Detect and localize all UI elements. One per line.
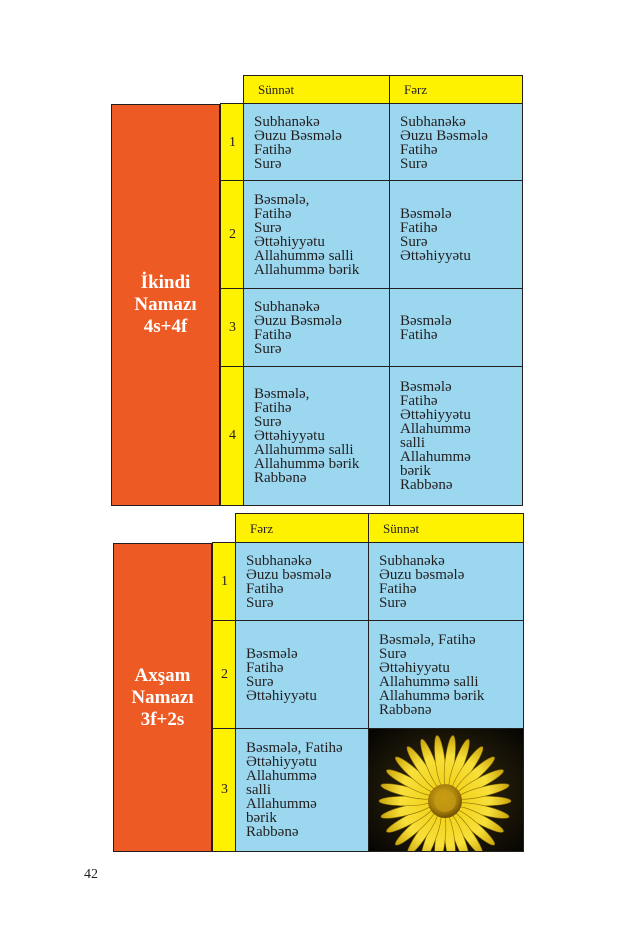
table2-r2-c2-l6: Rabbənə — [379, 702, 432, 718]
table2-row-3-number-label: 3 — [221, 782, 228, 797]
table2-r1-c2-l2: Əuzu bəsmələ — [379, 567, 465, 583]
table2-r1-c2-l1: Subhanəkə — [379, 553, 445, 569]
table2-r3-c1-l1: Bəsmələ, Fatihə — [246, 740, 343, 756]
table1-r4-c1-l6: Allahummə bərik — [254, 456, 360, 472]
table1-row-3-number — [220, 288, 245, 368]
table1-r2-c1-l4: Əttəhiyyətu — [254, 234, 325, 250]
table1-r4-c1-l3: Surə — [254, 414, 282, 430]
table1-row-2-ferz-cell — [389, 180, 523, 290]
table1-row-2-number-label: 2 — [229, 227, 236, 242]
table1-r2-c2-l2: Fatihə — [400, 220, 438, 236]
table2-row-1-number — [212, 542, 237, 622]
table1-r4-c1-l4: Əttəhiyyətu — [254, 428, 325, 444]
table1-r3-c2-l2: Fatihə — [400, 327, 438, 343]
table1-row-1-ferz-cell — [389, 103, 523, 182]
table1-row-4-ferz-cell — [389, 366, 523, 506]
table2-r2-c1-l3: Surə — [246, 674, 274, 690]
table2-r1-c1-l2: Əuzu bəsmələ — [246, 567, 332, 583]
table1-r2-c2-l1: Bəsmələ — [400, 206, 452, 222]
table1-r4-c2-l3: Əttəhiyyətu — [400, 407, 471, 423]
table2-row-3-flower-cell — [368, 728, 524, 852]
table1-r2-c1-l1: Bəsmələ, — [254, 192, 310, 208]
table1-r4-c1-l2: Fatihə — [254, 400, 292, 416]
table2-title-line-3: 3f+2s — [140, 708, 185, 730]
table1-title-line-1: İkindi — [140, 272, 191, 293]
table1-r4-c1-l5: Allahummə salli — [254, 442, 354, 458]
table1-header-sunnet-label: Sünnət — [258, 82, 295, 97]
table1-r4-c2-l7: bərik — [400, 463, 431, 479]
table1-r1-c2-l3: Fatihə — [400, 141, 438, 158]
table2-r2-c2-l3: Əttəhiyyətu — [379, 660, 450, 676]
table2-r2-c2-l5: Allahummə bərik — [379, 688, 485, 704]
table1-row-4-number — [220, 366, 245, 506]
table1-r1-c1-l3: Fatihə — [254, 141, 292, 158]
table1-row-2-number — [220, 180, 245, 290]
table2-r2-c1-l4: Əttəhiyyətu — [246, 688, 317, 704]
table1-title-block — [111, 104, 220, 506]
table1-r1-c2-l2: Əuzu Bəsmələ — [400, 127, 488, 144]
table1-row-3-ferz-cell — [389, 288, 523, 368]
table1-r2-c1-l6: Allahummə bərik — [254, 262, 360, 278]
table1-r4-c1-l1: Bəsmələ, — [254, 386, 310, 402]
table1-r4-c2-l2: Fatihə — [400, 393, 438, 409]
table1-r2-c1-l2: Fatihə — [254, 206, 292, 222]
table1-header-ferz-label: Fərz — [404, 82, 428, 97]
table2-r3-c1-l6: bərik — [246, 810, 277, 826]
table1-r4-c2-l1: Bəsmələ — [400, 379, 452, 395]
table2-r2-c2-l4: Allahummə salli — [379, 674, 479, 690]
table2-title-line-1: Axşam — [134, 664, 191, 686]
table1-r1-c2-l4: Surə — [400, 155, 428, 172]
table1-r3-c1-l2: Əuzu Bəsmələ — [254, 313, 342, 329]
yellow-flower-icon — [369, 729, 524, 852]
table1-r2-c1-l3: Surə — [254, 220, 282, 236]
table2-row-3-number — [212, 728, 237, 852]
table1-r4-c2-l4: Allahummə — [400, 421, 471, 437]
table1-r2-c1-l5: Allahummə salli — [254, 248, 354, 264]
table1-r3-c1-l3: Fatihə — [254, 327, 292, 343]
table2-header-ferz-label: Fərz — [250, 520, 274, 536]
table2-r1-c2-l4: Surə — [379, 595, 407, 611]
table2-r1-c1-l4: Surə — [246, 595, 274, 611]
table1-row-3-number-label: 3 — [229, 320, 236, 335]
table2-r3-c1-l2: Əttəhiyyətu — [246, 754, 317, 770]
table1-r4-c1-l7: Rabbənə — [254, 470, 307, 486]
table1-r3-c1-l1: Subhanəkə — [254, 299, 320, 315]
table1-r2-c2-l3: Surə — [400, 234, 428, 250]
table2-r1-c1-l3: Fatihə — [246, 581, 284, 597]
table1-r3-c2-l1: Bəsmələ — [400, 313, 452, 329]
table1-r1-c1-l1: Subhanəkə — [254, 113, 320, 130]
table2-r2-c2-l1: Bəsmələ, Fatihə — [379, 632, 476, 648]
table1-title-line-2: Namazı — [134, 294, 197, 315]
table2-title-line-2: Namazı — [131, 686, 194, 708]
table1-r1-c1-l2: Əuzu Bəsmələ — [254, 127, 342, 144]
table2-row-1-ferz-cell — [235, 542, 370, 622]
table2-r2-c1-l1: Bəsmələ — [246, 646, 298, 662]
table1-row-4-number-label: 4 — [229, 428, 236, 443]
table1-row-1-sunnet-cell — [243, 103, 391, 182]
table1-row-4-sunnet-cell — [243, 366, 391, 506]
table2-r3-c1-l4: salli — [246, 782, 271, 798]
table2-r2-c2-l2: Surə — [379, 646, 407, 662]
table2-row-2-sunnet-cell — [368, 620, 524, 730]
table2-row-3-ferz-cell — [235, 728, 370, 852]
table1-r1-c2-l1: Subhanəkə — [400, 113, 466, 130]
table1-r3-c1-l4: Surə — [254, 341, 282, 357]
table1-r2-c2-l4: Əttəhiyyətu — [400, 248, 471, 264]
table2-r1-c1-l1: Subhanəkə — [246, 553, 312, 569]
table1-r4-c2-l6: Allahummə — [400, 449, 471, 465]
table2-row-2-number-label: 2 — [221, 667, 228, 682]
table2-row-2-ferz-cell — [235, 620, 370, 730]
table2-row-1-number-label: 1 — [221, 574, 228, 589]
table1-r4-c2-l5: salli — [400, 435, 425, 451]
table2-r3-c1-l3: Allahummə — [246, 768, 317, 784]
table2-r3-c1-l5: Allahummə — [246, 796, 317, 812]
table1-header-sunnet — [243, 75, 391, 105]
table1-row-1-number — [220, 103, 245, 182]
table1-header-ferz — [389, 75, 523, 105]
table1-r4-c2-l8: Rabbənə — [400, 477, 453, 493]
table2-row-1-sunnet-cell — [368, 542, 524, 622]
table1-title-line-3: 4s+4f — [143, 316, 188, 337]
table2-r1-c2-l3: Fatihə — [379, 581, 417, 597]
table1-row-3-sunnet-cell — [243, 288, 391, 368]
table2-row-2-number — [212, 620, 237, 730]
table1-row-2-sunnet-cell — [243, 180, 391, 290]
table2-header-sunnet-label: Sünnət — [383, 520, 420, 536]
table1-row-1-number-label: 1 — [229, 134, 236, 150]
page-number: 42 — [84, 867, 98, 882]
table1-r1-c1-l4: Surə — [254, 155, 282, 172]
table2-header-sunnet — [368, 513, 524, 544]
table2-r2-c1-l2: Fatihə — [246, 660, 284, 676]
table2-title-block — [113, 543, 212, 852]
table2-header-ferz — [235, 513, 370, 544]
table2-r3-c1-l7: Rabbənə — [246, 824, 299, 840]
